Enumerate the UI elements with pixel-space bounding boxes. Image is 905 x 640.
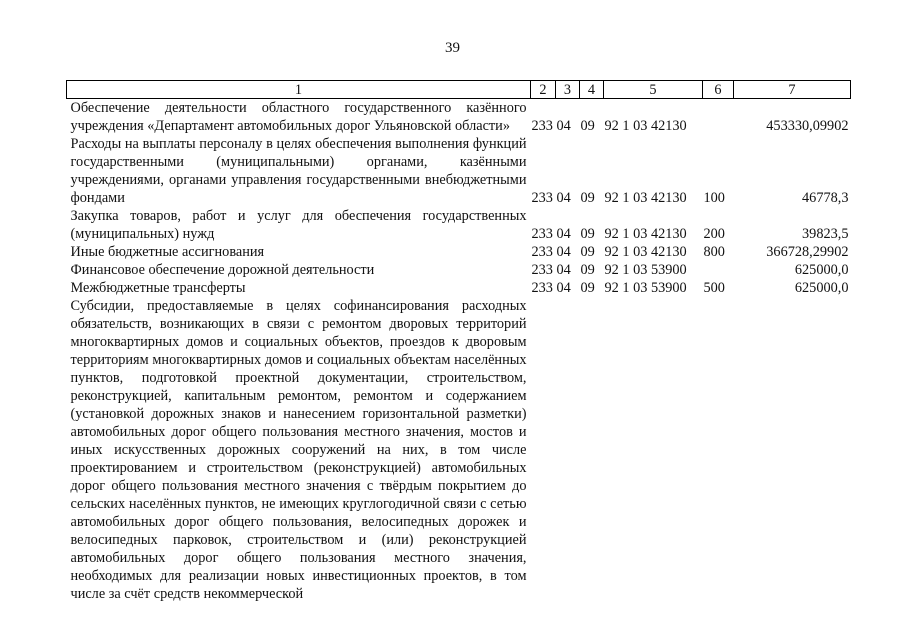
- row-ministry-code: [531, 297, 556, 603]
- header-col-6: 6: [703, 81, 734, 99]
- header-col-1: 1: [67, 81, 531, 99]
- row-name: Субсидии, предоставляемые в целях софинансирования расходных обязательств, возникающих в связи с ремонтом дворовых территорий многоквартирных домов и социальных объектов, проездов к дворовым территориям многоквартирных домов и социальных объектам населённых пунктов, подготовкой проектной документации, строительством, реконструкцией, капитальным ремонтом, ремонтом и содержанием (установкой дорожных знаков и нанесением горизонтальной разметки) автомобильных дорог общего пользования местного значения, мостов и иных искусственных дорожных сооружений на них, в том числе проектированием и строительством (реконструкцией) автомобильных дорог общего пользования местного значения с твёрдым покрытием до сельских населённых пунктов, не имеющих круглогодичной связи с сетью автомобильных дорог общего пользования, велосипедных дорожек и велосипедных парковок, строительством и (или) реконструкцией автомобильных дорог общего пользования местного значения, необходимых для реализации новых инвестиционных проектов, в том числе за счёт средств некоммерческой: [70, 298, 527, 602]
- row-name: Обеспечение деятельности областного государственного казённого учреждения «Департамент автомобильных дорог Ульяновской области»: [70, 100, 527, 134]
- row-section-code: 04: [556, 244, 571, 260]
- row-name: Закупка товаров, работ и услуг для обеспечения государственных (муниципальных) нужд: [70, 208, 527, 242]
- row-ministry-code: 233: [531, 190, 553, 206]
- table-row: [67, 261, 851, 279]
- row-subsection-code: 09: [580, 262, 595, 278]
- row-subsection-code: 09: [580, 244, 595, 260]
- row-amount: 39823,5: [802, 226, 849, 242]
- table-row: [67, 207, 851, 243]
- table-header-row: [67, 81, 851, 99]
- row-section-code: 04: [556, 280, 571, 296]
- row-expense-type: 500: [703, 280, 725, 296]
- header-col-3: 3: [556, 81, 580, 99]
- row-ministry-code: 233: [531, 280, 553, 296]
- row-section-code: 04: [556, 226, 571, 242]
- row-expense-type: 100: [703, 190, 725, 206]
- row-expense-type: [703, 99, 734, 136]
- row-target-code: 92 1 03 42130: [604, 118, 687, 134]
- row-target-code: 92 1 03 53900: [604, 280, 687, 296]
- row-ministry-code: 233: [531, 118, 553, 134]
- row-subsection-code: 09: [580, 280, 595, 296]
- row-name: Финансовое обеспечение дорожной деятельности: [70, 262, 375, 278]
- row-subsection-code: 09: [580, 118, 595, 134]
- row-target-code: 92 1 03 42130: [604, 226, 687, 242]
- header-col-5: 5: [604, 81, 703, 99]
- row-target-code: 92 1 03 42130: [604, 190, 687, 206]
- row-subsection-code: 09: [580, 226, 595, 242]
- row-amount: 366728,29902: [766, 244, 849, 260]
- row-expense-type: 200: [703, 226, 725, 242]
- row-expense-type: [703, 297, 734, 603]
- row-amount: 625000,0: [794, 262, 849, 278]
- row-target-code: [604, 297, 703, 603]
- row-target-code: 92 1 03 53900: [604, 262, 687, 278]
- row-section-code: 04: [556, 118, 571, 134]
- row-amount: 46778,3: [802, 190, 849, 206]
- row-amount: 453330,09902: [766, 118, 849, 134]
- table-row: [67, 135, 851, 207]
- table-row: [67, 243, 851, 261]
- row-name: Расходы на выплаты персоналу в целях обеспечения выполнения функций государственными (муниципальными) органами, казёнными учреждениями, органами управления государственными внебюджетными фондами: [70, 136, 527, 206]
- header-col-4: 4: [580, 81, 604, 99]
- row-section-code: 04: [556, 190, 571, 206]
- table-row: [67, 297, 851, 603]
- row-name: Межбюджетные трансферты: [70, 280, 246, 296]
- table-row: [67, 99, 851, 136]
- row-ministry-code: 233: [531, 226, 553, 242]
- row-name: Иные бюджетные ассигнования: [70, 244, 265, 260]
- row-amount: 625000,0: [794, 280, 849, 296]
- header-col-7: 7: [734, 81, 851, 99]
- row-ministry-code: 233: [531, 244, 553, 260]
- table-row: [67, 279, 851, 297]
- row-ministry-code: 233: [531, 262, 553, 278]
- header-col-2: 2: [531, 81, 556, 99]
- row-section-code: [556, 297, 580, 603]
- row-section-code: 04: [556, 262, 571, 278]
- row-expense-type: 800: [703, 244, 725, 260]
- row-subsection-code: [580, 297, 604, 603]
- row-subsection-code: 09: [580, 190, 595, 206]
- row-expense-type: [703, 261, 734, 279]
- row-amount: [734, 297, 851, 603]
- page-number: 39: [445, 40, 460, 56]
- budget-table: [66, 80, 851, 603]
- row-target-code: 92 1 03 42130: [604, 244, 687, 260]
